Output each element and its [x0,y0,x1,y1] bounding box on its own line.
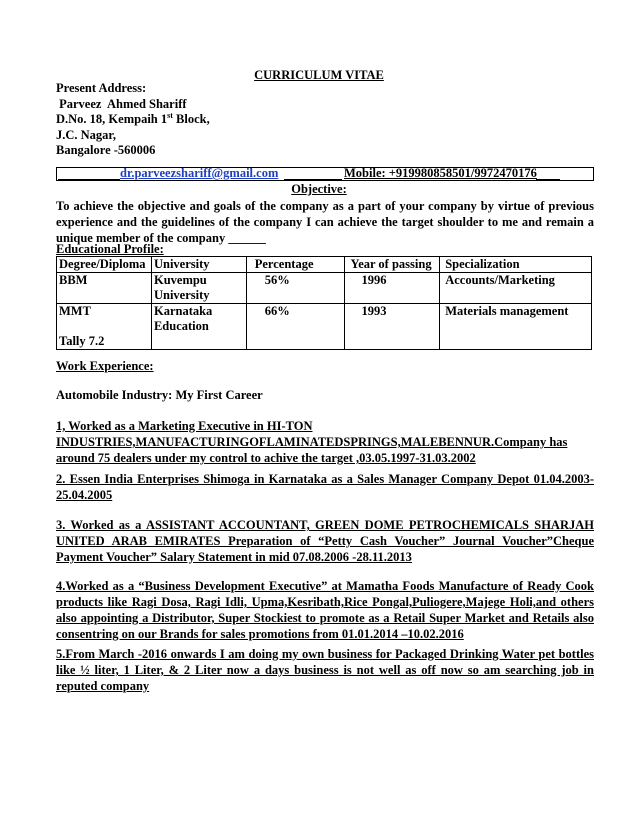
table-row [57,273,592,304]
mobile-number: Mobile: +919980858501/9972470176 [344,166,537,180]
table-cell: 66% [246,304,344,350]
degree-cell-spacer [59,319,149,334]
education-table [56,256,592,350]
table-cell: Kuvempu University [151,273,246,304]
objective-heading [0,182,638,197]
industry-heading: Automobile Industry: My First Career [56,388,263,402]
table-cell: Accounts/Marketing [440,273,592,304]
table-cell: BBM [57,273,152,304]
address-name: Parveez Ahmed Shariff [56,96,187,111]
email-trailing-rule [284,179,342,180]
table-cell: Karnataka Education [151,304,246,350]
address-line1-text: D.No. 18, Kempaih 1 [56,112,168,126]
address-line1-post: Block, [172,112,210,126]
table-cell: 1996 [344,273,440,304]
table-cell: 56% [246,273,344,304]
column-header: Year of passing [344,257,440,273]
table-cell [57,304,152,350]
work-experience-heading: Work Experience: [56,359,154,373]
address-label: Present Address: [56,81,147,95]
address-line1 [56,112,210,128]
objective-text: To achieve the objective and goals of the company as a part of your company by virtue of previous experience and the guidelines of the company I can achieve the target shoulder to me and remain a unique member of the company ______ [56,199,594,245]
address-line2: J.C. Nagar, [56,127,116,142]
column-header: Percentage [246,257,344,273]
table-cell: 1993 [344,304,440,350]
present-address [56,81,210,159]
work-item-5: 5.From March -2016 onwards I am doing my own business for Packaged Drinking Water pet bottles like ½ liter, 1 Liter, & 2 Liter now a days business is not well as off now so am searching job in reputed company [56,647,594,693]
table-header-row [57,257,592,273]
column-header: University [151,257,246,273]
table-row [57,304,592,350]
work-item-1: 1, Worked as a Marketing Executive in HI-TON INDUSTRIES,MANUFACTURINGOFLAMINATEDSPRINGS,MALEBENNUR.Company has around 75 dealers under my control to achive the target ,03.05.1997-31.03.2002 [56,419,568,465]
email-link[interactable]: dr.parveezshariff@gmail.com [120,166,279,180]
work-item-3: 3. Worked as a ASSISTANT ACCOUNTANT, GREEN DOME PETROCHEMICALS SHARJAH UNITED ARAB EMIRATES Preparation of “Petty Cash Voucher” Journal Voucher”Cheque Payment Voucher” Salary Statement in mid 07.08.2006 -28.11.2013 [56,518,594,564]
address-line1-sup: st [167,110,173,120]
objective-heading-text: Objective: [291,182,347,196]
table-cell: Materials management [440,304,592,350]
work-item-4: 4.Worked as a “Business Development Executive” at Mamatha Foods Manufacture of Ready Cook products like Ragi Dosa, Ragi Idli, Upma,Kesribath,Rice Pongal,Puliogere,Majege Holi,and others also appointing a Distributor, Super Stockiest to promote as a Retail Super Market and Retails also consentring on our Brands for sales promotions from 01.01.2014 –10.02.2016 [56,579,594,641]
degree-cell: MMT [59,304,91,318]
work-item-2: 2. Essen India Enterprises Shimoga in Karnataka as a Sales Manager Company Depot 01.04.2003-25.04.2005 [56,472,594,502]
column-header: Degree/Diploma [57,257,152,273]
email-leading-rule [58,179,120,180]
mobile-trailing-rule [536,179,560,180]
address-line3: Bangalore -560006 [56,143,156,157]
extra-qualification: Tally 7.2 [59,334,105,348]
education-heading: Educational Profile: [56,242,164,256]
document-title: CURRICULUM VITAE [254,68,384,82]
column-header: Specialization [440,257,592,273]
